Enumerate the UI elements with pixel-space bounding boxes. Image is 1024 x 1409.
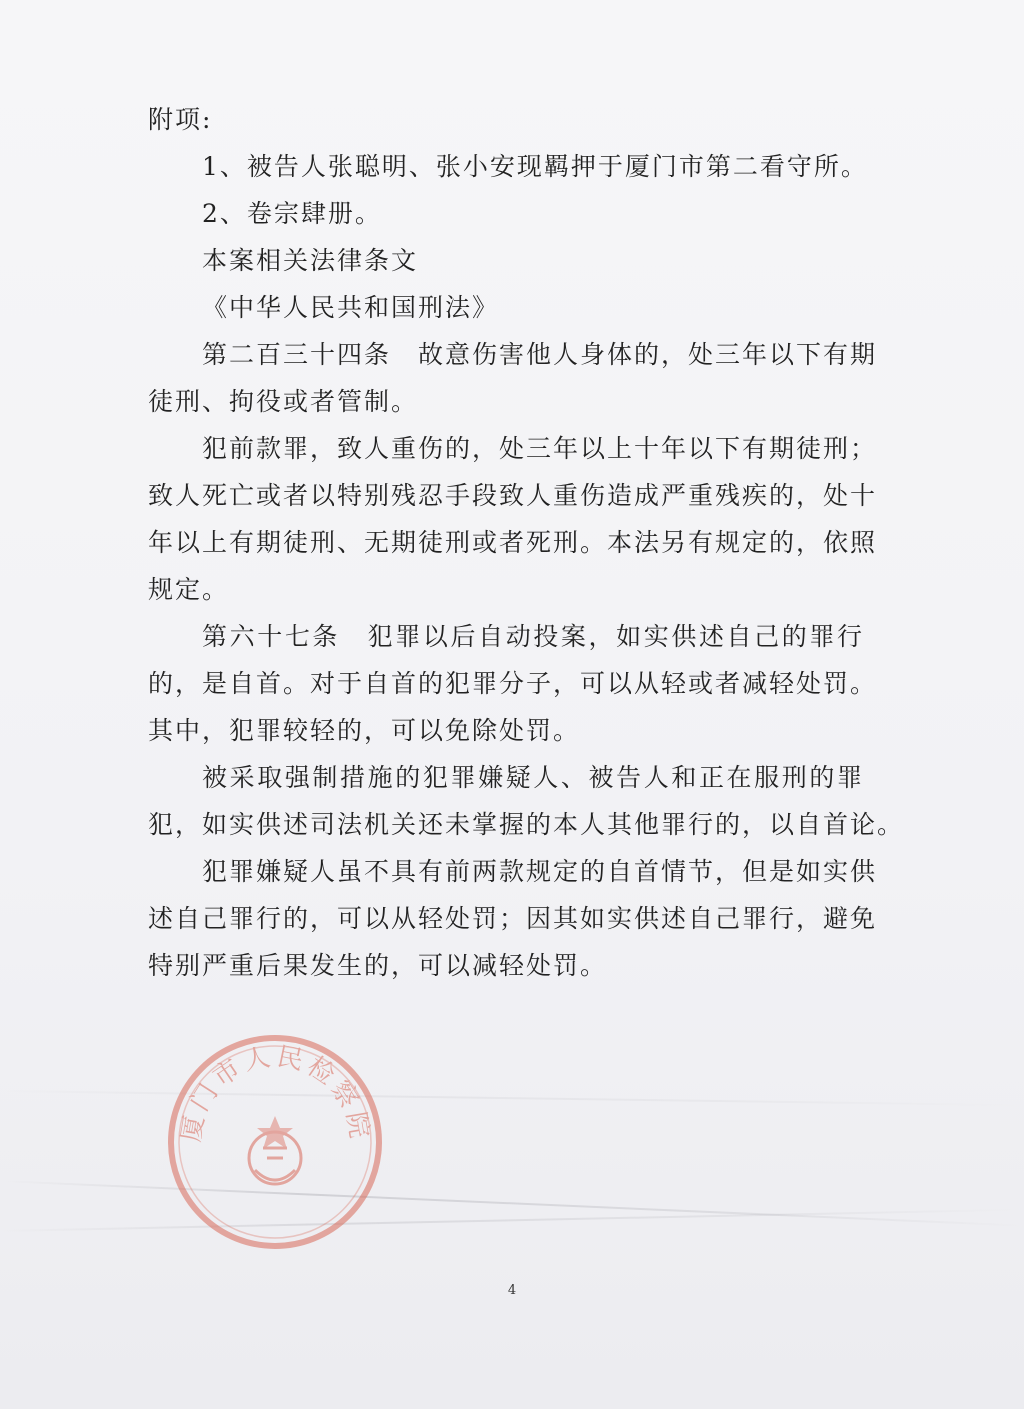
article-234-paragraph-2 bbox=[148, 425, 878, 613]
article-234-paragraph-1 bbox=[148, 331, 878, 425]
paragraph-line: 犯罪嫌疑人虽不具有前两款规定的自首情节，但是如实供 bbox=[202, 857, 878, 886]
paper-crease bbox=[0, 1209, 1024, 1232]
paragraph-line: 徒刑、拘役或者管制。 bbox=[148, 387, 419, 416]
paragraph-line: 犯前款罪，致人重伤的，处三年以上十年以下有期徒刑； bbox=[202, 434, 878, 463]
paragraph-line: 特别严重后果发生的，可以减轻处罚。 bbox=[148, 951, 608, 980]
appendix-heading: 附项: bbox=[148, 105, 213, 134]
paragraph-line: 第六十七条 犯罪以后自动投案，如实供述自己的罪行 bbox=[202, 622, 864, 651]
paragraph-line: 致人死亡或者以特别残忍手段致人重伤造成严重残疾的，处十 bbox=[148, 481, 878, 510]
appendix-item-1: 1、被告人张聪明、张小安现羁押于厦门市第二看守所。 bbox=[202, 152, 868, 181]
official-seal bbox=[163, 1030, 388, 1255]
section-title: 本案相关法律条文 bbox=[202, 246, 419, 275]
article-67-paragraph-1 bbox=[148, 613, 878, 754]
paragraph-line: 规定。 bbox=[148, 575, 230, 604]
law-title: 《中华人民共和国刑法》 bbox=[202, 293, 500, 322]
paragraph-line: 的，是自首。对于自首的犯罪分子，可以从轻或者减轻处罚。 bbox=[148, 669, 878, 698]
seal-star-icon bbox=[257, 1116, 293, 1149]
paragraph-line: 年以上有期徒刑、无期徒刑或者死刑。本法另有规定的，依照 bbox=[148, 528, 878, 557]
seal-text: 厦门市人民检察院 bbox=[176, 1041, 375, 1145]
appendix-item-2: 2、卷宗肆册。 bbox=[202, 199, 382, 228]
article-67-paragraph-3 bbox=[148, 848, 878, 989]
article-67-paragraph-2 bbox=[148, 754, 905, 848]
paragraph-line: 犯，如实供述司法机关还未掌握的本人其他罪行的，以自首论。 bbox=[148, 810, 905, 839]
paragraph-line: 述自己罪行的，可以从轻处罚；因其如实供述自己罪行，避免 bbox=[148, 904, 878, 933]
paper-crease bbox=[0, 1090, 1024, 1106]
paragraph-line: 被采取强制措施的犯罪嫌疑人、被告人和正在服刑的罪 bbox=[202, 763, 864, 792]
paragraph-line: 其中，犯罪较轻的，可以免除处罚。 bbox=[148, 716, 581, 745]
page-number: 4 bbox=[507, 1283, 517, 1298]
document-body bbox=[148, 96, 905, 989]
paragraph-line: 第二百三十四条 故意伤害他人身体的，处三年以下有期 bbox=[202, 340, 878, 369]
